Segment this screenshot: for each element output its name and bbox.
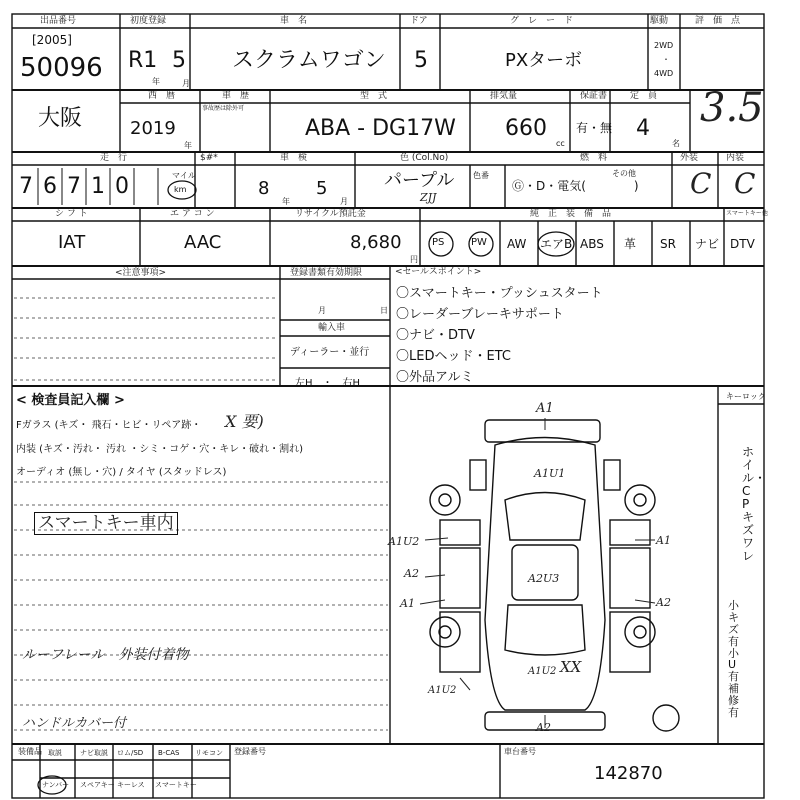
model-name: スクラムワゴン [232, 48, 386, 73]
hdr-sale-points: <セールスポイント> [395, 267, 482, 277]
hdr-shift: シ フ ト [55, 209, 88, 219]
eq-leather: 革 [624, 237, 637, 251]
hdr-displacement: 排気量 [490, 91, 518, 101]
expiry-day: 日 [380, 306, 388, 315]
doors: 5 [414, 48, 428, 73]
drive-2wd: 2WD [654, 41, 674, 50]
hdr-chassis: 車台番号 [504, 747, 536, 756]
damage-rear: A2 [536, 721, 551, 734]
model-year: 2019 [130, 118, 176, 139]
hdr-smartkey: スマートキー他 [726, 210, 768, 217]
inspection-year: 8 [258, 178, 270, 199]
hdr-grade: グ レ ー ド [510, 16, 574, 26]
note-smartkey: スマートキー車内 [34, 512, 178, 535]
sale-point-2: 〇レーダーブレーキサポート [396, 307, 564, 322]
glass-needed: X 要) [225, 412, 264, 431]
recycle-fee: 8,680 [350, 232, 402, 253]
overall-score: 3.5 [700, 85, 764, 131]
hdr-doc-expiry: 登録書類有効期限 [290, 268, 363, 278]
eq-navi: ナビ [695, 237, 720, 251]
hdr-capacity: 定 員 [630, 91, 658, 101]
chassis-number: 142870 [594, 763, 663, 784]
hdr-aircon: エ ア コ ン [170, 209, 215, 219]
hdr-notes: <注意事項> [115, 268, 167, 278]
sale-point-5: 〇外品アルミ [396, 370, 474, 385]
legend-right-column: 小キズ有小U有補修有 [728, 599, 739, 719]
drive-dot: ・ [662, 55, 670, 64]
sale-point-1: 〇スマートキー・プッシュスタート [396, 286, 603, 301]
mileage-d2: 6 [43, 174, 57, 199]
hdr-color: 色 (Col.No) [400, 153, 449, 163]
hdr-lot: 出品番号 [40, 16, 77, 26]
unit-miles: マイル [172, 171, 196, 180]
hdr-dollar: $#* [200, 153, 218, 163]
eq-dtv: DTV [730, 237, 755, 251]
first-reg-era: R1 [128, 48, 158, 73]
interior-score: C [734, 167, 756, 200]
mileage-d6 [139, 176, 161, 198]
grade: PXターボ [505, 50, 583, 71]
damage-front: A1 [536, 401, 554, 416]
hdr-exterior: 外装 [680, 153, 699, 163]
damage-right-rear: A2 [656, 596, 671, 609]
color-code: ZJJ [420, 191, 437, 204]
footer-equip-label: 装備品 [18, 747, 42, 756]
sale-point-4: 〇LEDヘッド・ETC [396, 349, 511, 364]
eq-pw: PW [471, 237, 487, 248]
hdr-mileage: 走 行 [100, 153, 128, 163]
damage-hood: A1U1 [534, 467, 566, 480]
damage-back-door: A1U2 [528, 666, 557, 677]
sale-point-3: 〇ナビ・DTV [396, 328, 475, 343]
mileage-d4: 1 [91, 174, 105, 199]
lot-year: [2005] [32, 33, 72, 47]
eq-aw: AW [507, 237, 527, 251]
footer-rom: ロム/SD [117, 749, 144, 757]
note-steering-cover: ハンドルカバー付 [22, 716, 127, 731]
color: パープル [384, 170, 455, 191]
damage-roof: A2U3 [528, 572, 560, 585]
first-reg-month: 5 [172, 48, 186, 73]
damage-xx: XX [560, 658, 582, 676]
unit-year: 年 [152, 77, 160, 86]
unit-year-2: 年 [184, 141, 192, 150]
unit-cc: cc [556, 139, 565, 148]
drive-4wd: 4WD [654, 69, 674, 78]
warranty: 有・無 [576, 121, 613, 135]
footer-smart-key: スマートキー [155, 781, 197, 789]
history-note: 事故歴は除外可 [202, 105, 245, 112]
unit-month-2: 月 [340, 197, 348, 206]
hdr-drive: 駆動 [650, 16, 669, 26]
inspector-audio: オーディオ (無し・穴) / タイヤ (スタッドレス) [16, 467, 227, 478]
footer-spare-key: スペアキー [80, 781, 115, 789]
unit-month: 月 [182, 79, 190, 88]
hdr-model-code: 型 式 [360, 91, 388, 101]
hdr-warranty: 保証書 [580, 91, 608, 101]
hdr-year: 西 暦 [148, 91, 176, 101]
hdr-inspection: 車 検 [280, 153, 308, 163]
unit-km: km [174, 185, 187, 194]
damage-left-door: A2 [404, 567, 419, 580]
mileage-d5: 0 [115, 174, 129, 199]
exterior-score: C [690, 167, 712, 200]
eq-ps: PS [432, 237, 445, 248]
fuel: Ⓖ・D・電気( ) [512, 179, 639, 193]
damage-left-lower: A1U2 [428, 685, 457, 696]
unit-yen: 円 [410, 255, 418, 264]
hdr-history: 車 歴 [222, 91, 250, 101]
hdr-score: 評 価 点 [695, 16, 741, 26]
location: 大阪 [38, 106, 83, 131]
hdr-first-reg: 初度登録 [130, 16, 167, 26]
import-type: ディーラー・並行 [290, 347, 370, 358]
damage-left-rear: A1 [400, 597, 415, 610]
capacity: 4 [636, 116, 650, 141]
hdr-doors: ドア [410, 16, 428, 26]
footer-number: ナンバー [42, 781, 70, 789]
footer-bcas: B-CAS [158, 749, 180, 757]
footer-keyless: キーレス [117, 781, 145, 789]
steering: 左H ・ 右H [295, 378, 361, 389]
inspector-interior: 内装 (キズ・汚れ・ 汚れ ・シミ・コゲ・穴・キレ・破れ・割れ) [16, 444, 304, 455]
hdr-key-lock: キーロック [726, 392, 766, 401]
legend-left-column: ホイル・CPキズワレ [742, 445, 767, 563]
eq-abs: ABS [580, 237, 604, 251]
inspection-month: 5 [316, 178, 328, 199]
eq-sr: SR [660, 237, 676, 251]
expiry-month: 月 [318, 306, 326, 315]
hdr-interior: 内装 [726, 153, 745, 163]
unit-persons: 名 [672, 139, 680, 148]
eq-airbag: エアB [540, 237, 573, 251]
footer-manual: 取説 [48, 749, 62, 757]
inspector-glass: Fガラス (キズ・ 飛石・ヒビ・リペア跡・ [16, 420, 202, 431]
aircon: AAC [184, 232, 222, 253]
hdr-fuel: 燃 料 [580, 153, 608, 163]
note-roofrail: ルーフレール 外装付着物 [22, 647, 189, 663]
hdr-model-name: 車 名 [280, 16, 308, 26]
model-code: ABA - DG17W [305, 116, 456, 141]
mileage-d3: 7 [67, 174, 81, 199]
footer-remote: リモコン [195, 749, 223, 757]
shift: IAT [58, 232, 86, 253]
hdr-recycle: リサイクル預託金 [295, 209, 366, 219]
displacement: 660 [505, 116, 547, 141]
hdr-equipment: 純 正 装 備 品 [530, 209, 612, 219]
fuel-other: その他 [612, 169, 636, 178]
color-no-label: 色番 [473, 171, 489, 180]
hdr-import: 輸入車 [318, 323, 346, 333]
mileage-d1: 7 [19, 174, 33, 199]
hdr-registration: 登録番号 [234, 747, 266, 756]
damage-left-fender: A1U2 [388, 535, 420, 548]
lot-number: 50096 [20, 53, 103, 83]
unit-year-3: 年 [282, 197, 290, 206]
hdr-inspector: < 検査員記入欄 > [16, 393, 125, 408]
footer-navi-manual: ナビ取説 [80, 749, 108, 757]
damage-right-fender: A1 [656, 534, 671, 547]
